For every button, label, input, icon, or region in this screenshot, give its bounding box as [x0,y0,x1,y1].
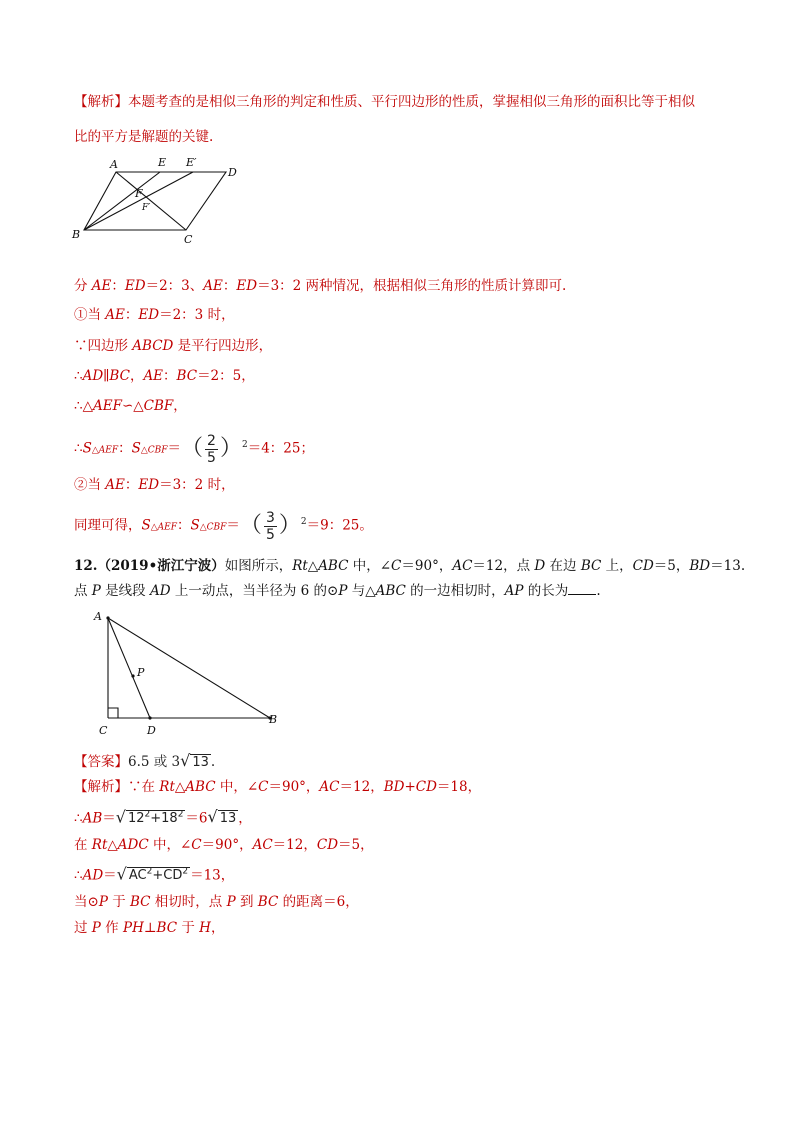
text-run: 在边 [545,558,581,574]
analysis-2-line-3 [74,836,374,854]
text-run: 分 [74,278,92,294]
text-run: ： [111,278,125,294]
text-run: ABC [375,583,406,599]
text-run: 13 [192,755,209,770]
analysis-2-line-6 [74,919,224,937]
parallelogram-figure [68,150,258,250]
text-run: √ [180,751,191,770]
text-run: ＝2：3、 [145,278,204,294]
text-run: P [91,583,101,599]
text-run: ， [129,368,144,384]
text-run: ①当 [74,307,106,323]
analysis-paragraph-1-cont [74,128,213,146]
text-run: 的一边相切时， [405,583,505,599]
solution-line-5 [74,397,187,415]
text-run: ： [118,440,132,457]
text-run: 于 [107,894,130,910]
question-12-line-1 [74,557,745,575]
text-run: AEF [92,398,122,414]
label-A: A [110,158,118,171]
text-run: AC [319,779,340,795]
label-B: B [72,228,81,241]
answer-line [74,752,215,772]
text-run: ＝5， [338,837,374,853]
text-run: S [141,517,151,534]
text-run: 过 [74,920,92,936]
segment-BE [84,172,160,230]
text-run: ADC [117,837,149,853]
analysis-text: 比的平方是解题的关键. [74,129,214,145]
text-run: ＝ [103,867,117,884]
text-run: . [210,754,216,770]
text-run: BC [257,894,279,910]
text-run: 的距离＝6， [278,894,359,910]
text-run: BC [156,920,178,936]
text-run: PH [122,920,144,936]
solution-line-8 [74,505,373,545]
text-run: BD [689,558,711,574]
label-B: B [269,713,278,726]
right-triangle-figure [88,606,288,742]
text-run: （ [181,436,204,461]
text-run: △ [174,779,186,795]
text-run: 中，∠ [215,779,259,795]
text-run: △ [107,837,118,853]
text-run: ED [236,278,258,294]
text-run: 如图所示， [224,558,293,574]
text-run: ： [177,517,191,534]
text-run: 2 [241,440,248,450]
text-run: ED [124,278,146,294]
label-E: E [158,156,167,169]
text-run: 12 [127,811,145,827]
text-run: 2 [207,432,216,449]
text-run: BC [580,558,602,574]
label-F-prime: F′ [142,203,151,213]
text-run: ： [124,307,139,323]
label-P: P [137,666,145,679]
text-run: √ [207,807,218,827]
text-run: 2 [182,867,189,877]
text-run: ） [278,513,301,538]
text-run: 作 [100,920,123,936]
text-run: AE [105,307,125,323]
text-run: 上， [601,558,633,574]
text-run: + [404,779,416,795]
text-run: BC [130,894,151,910]
analysis-text: 本题考查的是相似三角形的判定和性质、平行四边形的性质，掌握相似三角形的面积比等于相似 [128,94,695,110]
text-run: AC [452,558,473,574]
text-run: ⊥ [143,920,157,936]
text-run: ＝12，点 [472,558,535,574]
text-run: D [534,558,546,574]
fraction [264,510,277,543]
text-run: C [391,558,402,574]
text-run: 2 [177,810,184,820]
label-A: A [94,610,102,623]
solution-line-6 [74,428,314,468]
text-run: ∴△ [74,398,93,414]
text-run: CBF [143,398,174,414]
text-run: +18 [150,811,178,827]
solution-line-2 [74,306,235,324]
text-run: 与△ [347,583,376,599]
text-run: ＝9：25。 [306,517,373,534]
text-run: Rt [292,558,308,574]
text-run: ∴ [74,810,83,827]
text-run: 5 [265,526,275,543]
text-run: ＝90°， [268,779,320,795]
analysis-2-line-2 [74,806,252,828]
text-run: AE [143,368,164,384]
side-AB [108,618,270,718]
text-run: H [199,920,211,936]
parallelogram-ABCD [84,172,226,230]
text-run: △CBF [199,522,227,533]
answer-tag: 【答案】 [74,754,128,770]
text-run [126,810,185,826]
text-run: 当⊙ [74,894,99,910]
text-run: CD [316,837,339,853]
text-run: S [131,440,141,457]
point-D [148,716,151,719]
text-run [127,867,190,883]
text-run: P [226,894,236,910]
text-run: ＝13. [710,558,746,574]
text-run: CD [415,779,437,795]
text-run: ＝3：2 两种情况，根据相似三角形的性质计算即可. [257,278,567,294]
text-run: AE [203,278,223,294]
question-source: （2019•浙江宁波） [97,558,225,574]
text-run: △ [307,558,319,574]
text-run: 到 [235,894,258,910]
text-run: 在 [74,837,92,853]
text-run: ＝90°， [401,558,453,574]
text-run: ＝12， [272,837,317,853]
text-run: ∥ [103,368,110,384]
text-run: S [190,517,200,534]
text-run: BC [109,368,130,384]
text-run: 是线段 [100,583,150,599]
fraction [205,433,218,466]
text-run: ＝13， [190,867,235,884]
text-run: 相切时，点 [150,894,227,910]
right-angle-mark [108,708,118,718]
text-run: ABC [185,779,216,795]
question-number: 12. [74,558,98,574]
text-run: +CD [152,868,183,884]
text-run: AE [105,477,125,493]
label-C: C [99,724,108,737]
text-run: P [98,894,108,910]
answer-blank [568,582,596,595]
text-run: ＝ [102,810,116,827]
text-run: P [91,920,101,936]
text-run: 同理可得， [74,517,142,534]
text-run: ＝90°， [201,837,253,853]
analysis-2-line-1 [74,778,481,796]
text-run: 上一动点，当半径为 6 的⊙ [170,583,339,599]
text-run: ＝12， [339,779,384,795]
analysis-tag: 【解析】 [74,94,128,110]
sqrt [208,808,239,828]
analysis-tag: 【解析】 [74,779,128,795]
text-run: ＝4：25； [247,440,314,457]
text-run: S [82,440,92,457]
text-run: 中，∠ [148,837,192,853]
text-run: 点 [74,583,92,599]
text-run: 2 [300,517,307,527]
answer-value: 6.5 或 3 [128,754,181,770]
text-run: ∴ [74,368,83,384]
text-run: 于 [177,920,200,936]
sqrt [180,752,211,772]
text-run: （ [239,513,262,538]
question-12-line-2 [74,582,601,600]
analysis-2-line-4 [74,863,234,885]
text-run: ， [210,920,225,936]
text-run: ∴ [74,440,83,457]
text-run: C [191,837,202,853]
text-run: AD [149,583,171,599]
text-run: ： [124,477,139,493]
text-run: ： [222,278,237,294]
sqrt [116,806,186,828]
label-C: C [184,233,193,246]
point-A [106,616,109,619]
text-run: Rt [159,779,175,795]
solution-line-4 [74,367,255,385]
point-P [131,674,134,677]
text-run: ） [219,436,242,461]
text-run: ＝ [167,440,182,457]
text-run: AD [82,368,104,384]
sqrt [117,863,190,885]
text-run: ②当 [74,477,106,493]
text-run: ＝6 [185,810,208,827]
text-run: △CBF [140,445,168,456]
text-run: 13 [219,811,237,827]
text-run: AE [91,278,112,294]
analysis-2-line-5 [74,893,359,911]
text-run: ∵四边形 [74,338,133,354]
text-run: AP [504,583,524,599]
analysis-paragraph-1 [74,93,695,111]
label-F: F [135,187,143,200]
text-run: ＝5， [653,558,690,574]
text-run: Rt [91,837,108,853]
text-run: BC [176,368,198,384]
text-run: ED [138,307,160,323]
text-run: △AEF [91,445,119,456]
text-run: ED [138,477,160,493]
text-run: AD [82,867,104,884]
text-run: AC [252,837,273,853]
text-run: BD [383,779,405,795]
label-D: D [228,166,237,179]
text-run: ABC [318,558,349,574]
solution-line-7 [74,476,235,494]
text-run: C [258,779,269,795]
text-run: ∽△ [121,398,144,414]
text-run: ， [173,398,187,414]
text-run: ＝18， [436,779,482,795]
text-run: 中，∠ [348,558,392,574]
text-run: AB [82,810,103,827]
text-run: ∵在 [128,779,160,795]
text-run: ＝ [226,517,240,534]
text-run: . [596,583,601,599]
text-run: 是平行四边形， [173,338,273,354]
text-run: ABCD [132,338,174,354]
text-run: AC [128,868,147,884]
text-run: ： [163,368,177,384]
solution-line-3 [74,337,272,355]
text-run: √ [115,807,126,827]
label-E-prime: E′ [186,156,197,169]
label-D: D [147,724,156,737]
solution-line-1 [74,277,566,295]
text-run: △AEF [150,522,177,533]
text-run: ＝2：3 时， [159,307,235,323]
text-run: P [338,583,348,599]
text-run: ＝3：2 时， [159,477,235,493]
text-run: ， [238,810,252,827]
text-run: 的长为 [523,583,569,599]
text-run: CD [632,558,654,574]
text-run: ＝2：5， [197,368,255,384]
text-run: √ [116,864,127,884]
text-run: 3 [265,509,275,526]
text-run: ∴ [74,867,83,884]
text-run: 5 [207,449,216,466]
text-run: 2 [146,867,153,877]
text-run: 2 [144,810,151,820]
